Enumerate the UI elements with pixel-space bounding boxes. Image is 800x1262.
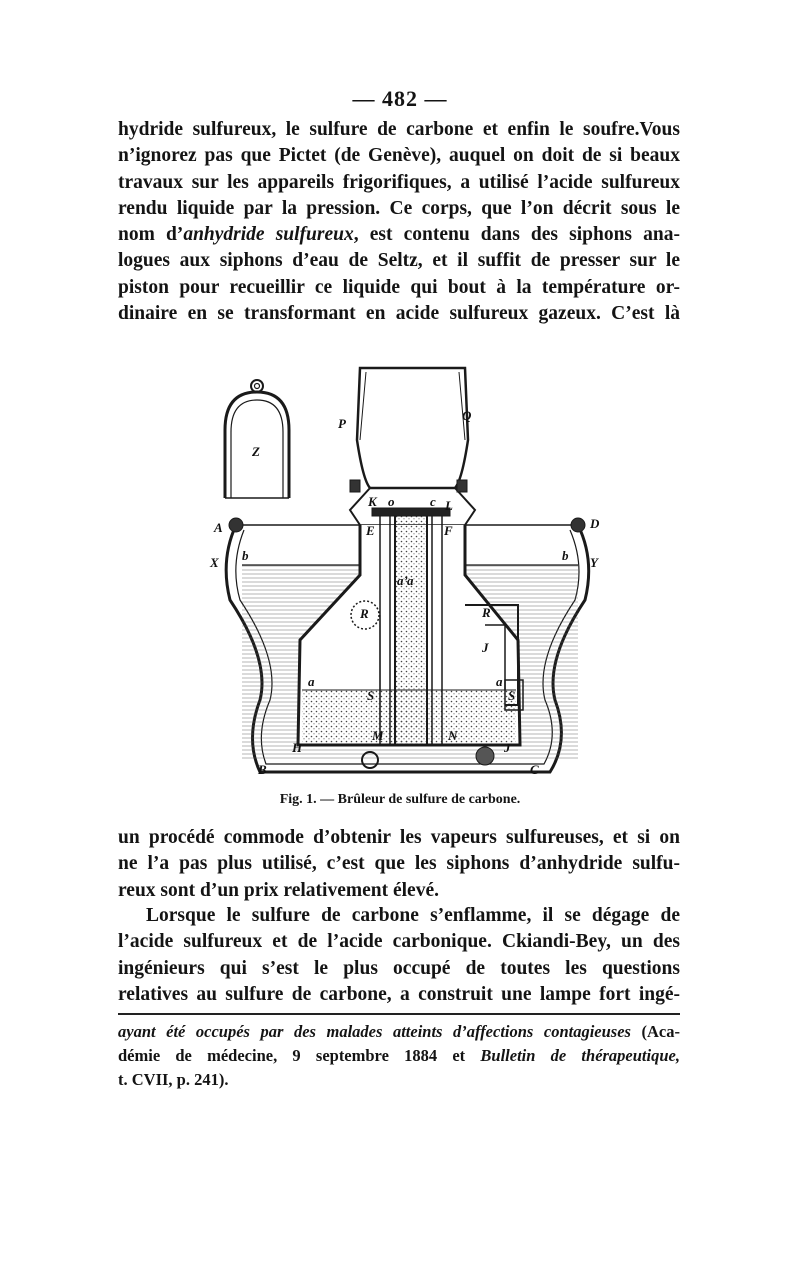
text-line: dinaire en se transformant en acide sulfureux gazeux. C’est là [118,303,680,325]
figure-caption: Fig. 1. — Brûleur de sulfure de carbone. [279,792,521,807]
text-line: Lorsque le sulfure de carbone s’enflamme, il se dégage de [146,905,680,926]
footnote [118,1020,680,1092]
label-e: E [366,523,375,538]
label-z: Z [252,444,260,459]
label-a: A [214,520,223,535]
footnote-line: t. CVII, p. 241). [118,1070,229,1089]
text-line: l’acide sulfureux et de l’acide carbonique. Ckiandi-Bey, un des [118,931,680,953]
label-a-left: a [308,674,315,689]
label-h: H [292,740,303,755]
label-r-left: R [360,606,369,621]
paragraph-3 [118,903,680,1008]
page-number: — 482 — [352,86,448,111]
label-k: K [368,494,377,509]
footnote-fragment: (Aca- [630,1022,681,1041]
label-b: B [258,762,267,777]
burner-illustration [200,360,620,790]
label-m: M [372,728,384,743]
footnote-divider [118,1013,680,1015]
text-line: n’ignorez pas que Pictet (de Genève), auquel on doit de si beaux [118,145,680,167]
label-d: D [590,516,600,531]
text-line: travaux sur les appareils frigorifiques, a utilisé l’acide sulfureux [118,171,680,193]
text-line: hydride sulfureux, le sulfure de carbone et enfin le soufre.Vous [118,119,680,140]
text-line: piston pour recueillir ce liquide qui bout à la température or- [118,276,680,298]
text-line: reux sont d’un prix relativement élevé. [118,879,439,901]
label-a-double: a [407,573,414,588]
text-fragment: nom d’ [118,224,184,246]
text-line: relatives au sulfure de carbone, a construit une lampe fort ingé- [118,983,680,1005]
text-line: rendu liquide par la pression. Ce corps, que l’on décrit sous le [118,197,680,219]
footnote-line [118,1044,680,1068]
label-b-left: b [242,548,249,563]
label-o: o [388,494,395,509]
label-n: N [448,728,458,743]
label-f: F [444,523,453,538]
text-line: ne l’a pas plus utilisé, c’est que les siphons d’anhydride sulfu- [118,853,680,875]
text-line: un procédé commode d’obtenir les vapeurs sulfureuses, et si on [118,827,680,848]
reservoir [298,508,523,745]
label-r-right: R [482,605,491,620]
label-l: L [445,498,453,513]
italic-term: anhydride sulfureux [183,224,354,246]
label-p: P [338,416,346,431]
label-s-right: S [508,688,516,703]
label-s-mid: S [367,688,375,703]
label-j-upper: J [482,640,489,655]
label-c: c [430,494,436,509]
text-line: ingénieurs qui s’est le plus occupé de toutes les questions [118,957,680,979]
text-line: logues aux siphons d’eau de Seltz, et il suffit de presser sur le [118,250,680,272]
paragraph-2 [118,825,680,904]
footnote-line [118,1020,680,1044]
text-fragment: , est contenu dans des siphons ana- [353,224,680,246]
cap-z [225,380,289,498]
label-b-right: b [562,548,569,563]
label-a-right: a [496,674,503,689]
label-c-corner: C [530,762,539,777]
journal-title: Bulletin de thérapeutique, [480,1046,680,1065]
label-y: Y [590,555,598,570]
label-j-lower: J [504,740,511,755]
label-a-prime: a’ [397,573,408,588]
footnote-italic: ayant été occupés par des malades atteints d’affections contagieuses [118,1022,631,1041]
footnote-fragment: démie de médecine, 9 septembre 1884 et [118,1046,481,1065]
label-x: X [210,555,219,570]
label-q: Q [462,408,472,423]
text-line [118,222,680,248]
paragraph-1 [118,117,680,327]
